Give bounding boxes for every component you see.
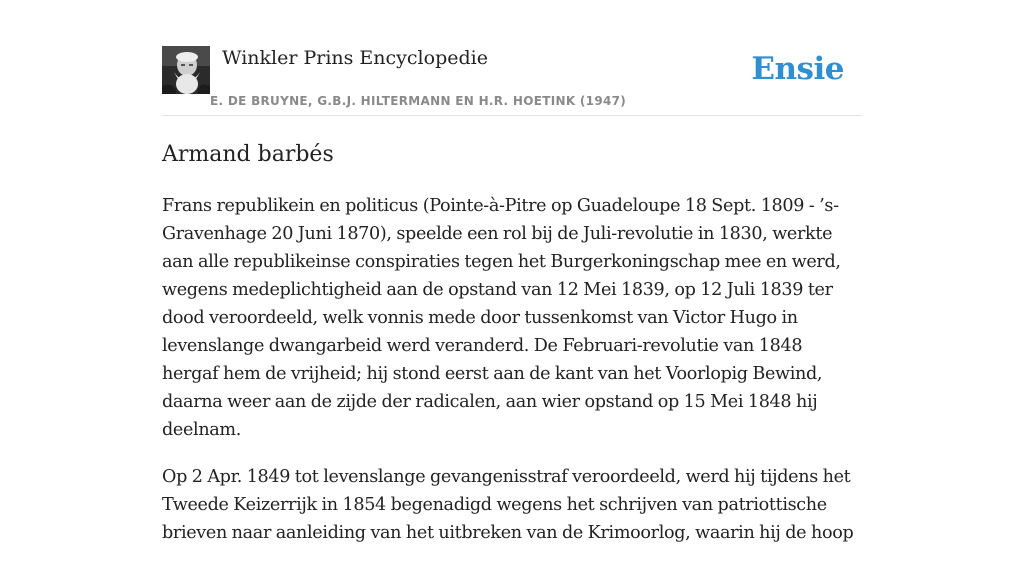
page — [162, 0, 862, 543]
article-title: Armand barbés — [162, 142, 334, 167]
article-paragraph: Frans republikein en politicus (Pointe-à-Pitre op Guadeloupe 18 Sept. 1809 - ’s-Gravenhage 20 Juni 1870), speelde een rol bij de Juli-revolutie in 1830, werkte aan alle republikeinse conspiraties tegen het Burgerkoningschap mee en werd, wegens medeplichtigheid aan de opstand van 12 Mei 1839, op 12 Juli 1839 ter dood veroordeeld, welk vonnis mede door tussenkomst van Victor Hugo in levenslange dwangarbeid werd veranderd. De Februari-revolutie van 1848 hergaf hem de vrijheid; hij stond eerst aan de kant van het Voorlopig Bewind, daarna weer aan de zijde der radicalen, aan wier opstand op 15 Mei 1848 hij deelnam. — [162, 196, 841, 440]
source-title[interactable]: Winkler Prins Encyclopedie — [222, 47, 488, 69]
article-body — [162, 192, 862, 566]
ensie-logo-link[interactable]: Ensie — [751, 51, 844, 87]
article-paragraph: Op 2 Apr. 1849 tot levenslange gevangenisstraf veroordeeld, werd hij tijdens het Tweede Keizerrijk in 1854 begenadigd wegens het schrijven van patriottische brieven naar aanleiding van het uitbreken van de Krimoorlog, waarin hij de hoop — [162, 467, 854, 543]
source-authors: E. DE BRUYNE, G.B.J. HILTERMANN EN H.R. HOETINK (1947) — [210, 94, 627, 108]
source-header — [162, 0, 862, 116]
portrait-image — [162, 46, 210, 94]
portrait-avatar-icon — [162, 46, 210, 94]
